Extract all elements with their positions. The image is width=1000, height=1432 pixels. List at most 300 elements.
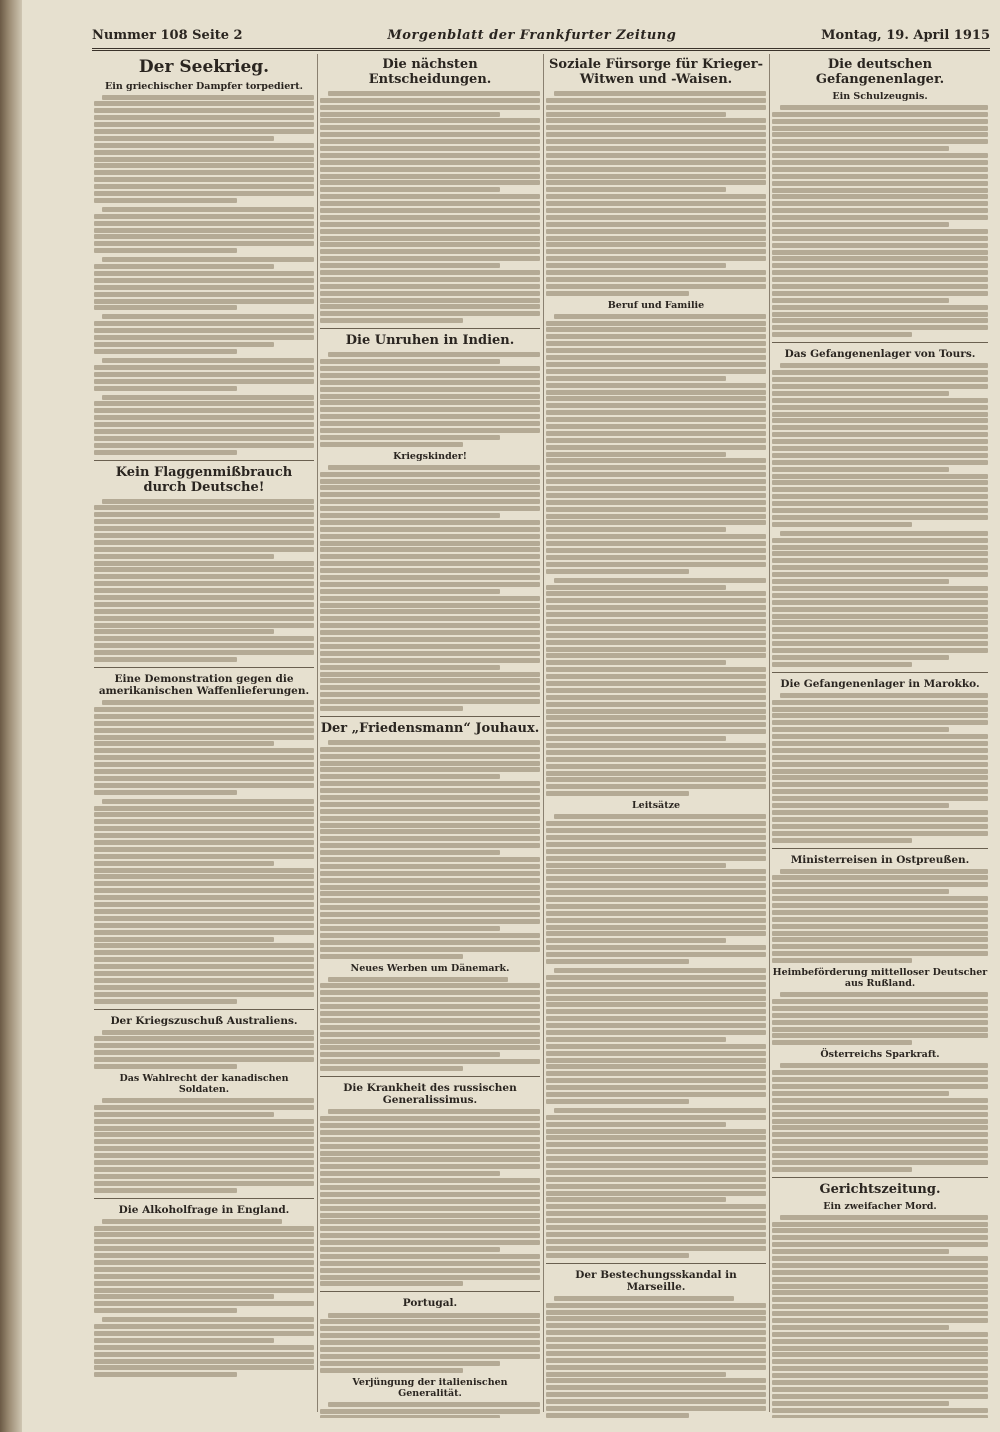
text-line	[772, 1167, 912, 1172]
text-line	[546, 277, 766, 282]
text-line	[546, 1142, 766, 1147]
text-line	[772, 425, 988, 430]
text-line	[546, 321, 766, 326]
text-line	[546, 242, 766, 247]
text-line	[772, 558, 988, 563]
article-paragraph	[546, 1108, 766, 1258]
text-line	[546, 215, 766, 220]
text-line	[320, 394, 540, 399]
text-line	[772, 1339, 988, 1344]
text-line	[546, 1358, 766, 1363]
text-line	[320, 637, 540, 642]
text-line	[320, 139, 540, 144]
text-line	[94, 707, 314, 712]
text-line	[772, 325, 988, 330]
section-rule	[546, 1263, 766, 1264]
text-line	[320, 692, 540, 697]
text-line	[94, 1324, 314, 1329]
text-line	[320, 1144, 540, 1149]
text-line	[320, 616, 540, 621]
text-line	[328, 740, 540, 745]
article-headline: Die Alkoholfrage in England.	[118, 1203, 290, 1216]
text-line	[94, 957, 314, 962]
text-line	[772, 318, 988, 323]
text-line	[320, 905, 540, 910]
text-line	[772, 707, 988, 712]
text-line	[320, 407, 540, 412]
text-line	[320, 1178, 540, 1183]
text-line	[546, 458, 766, 463]
text-line	[772, 572, 988, 577]
text-line	[546, 612, 766, 617]
text-line	[94, 214, 314, 219]
text-line	[320, 125, 540, 130]
text-line	[546, 931, 766, 936]
text-line	[94, 198, 237, 203]
text-line	[546, 355, 766, 360]
text-line	[780, 363, 988, 368]
text-line	[772, 1020, 988, 1025]
article-paragraph	[772, 693, 988, 843]
text-line	[546, 291, 689, 296]
text-line	[320, 201, 540, 206]
text-line	[94, 429, 314, 434]
text-line	[772, 831, 988, 836]
text-line	[546, 1191, 766, 1196]
text-line	[94, 657, 237, 662]
text-line	[320, 311, 540, 316]
text-line	[94, 1057, 314, 1062]
article-paragraph	[772, 1215, 988, 1418]
text-line	[320, 236, 540, 241]
text-line	[102, 1030, 314, 1035]
text-line	[320, 788, 540, 793]
text-line	[94, 422, 314, 427]
text-line	[320, 829, 540, 834]
text-line	[546, 132, 766, 137]
text-line	[772, 727, 949, 732]
article-paragraph	[320, 352, 540, 447]
text-line	[94, 335, 314, 340]
text-line	[546, 153, 766, 158]
text-line	[320, 1206, 540, 1211]
text-line	[546, 270, 766, 275]
text-line	[94, 881, 314, 886]
article-headline: Die Gefangenenlager in Marokko.	[780, 677, 980, 690]
text-line	[772, 1160, 988, 1165]
text-line	[546, 1044, 766, 1049]
text-line	[94, 762, 314, 767]
text-line	[546, 1351, 766, 1356]
text-line	[772, 1242, 988, 1247]
text-line	[94, 902, 314, 907]
newspaper-page	[22, 0, 1000, 1432]
text-line	[546, 959, 689, 964]
text-line	[320, 1213, 540, 1218]
text-line	[772, 999, 988, 1004]
text-line	[94, 1359, 314, 1364]
text-line	[772, 903, 988, 908]
article-headline: Eine Demonstration gegen die amerikanischen Waffenlieferungen.	[98, 672, 310, 698]
text-line	[546, 856, 766, 861]
text-line	[546, 167, 766, 172]
text-line	[546, 105, 766, 110]
text-line	[102, 358, 314, 363]
text-line	[546, 1009, 766, 1014]
section-rule	[94, 460, 314, 461]
text-line	[546, 982, 766, 987]
text-line	[772, 146, 949, 151]
text-line	[94, 741, 274, 746]
column-divider	[317, 54, 318, 1412]
text-line	[320, 1361, 500, 1366]
article-subheading: Verjüngung der italienischen Generalität.	[352, 1376, 508, 1399]
article-headline: Der Bestechungsskandal in Marseille.	[575, 1268, 737, 1293]
text-line	[546, 383, 766, 388]
text-line	[320, 1130, 540, 1135]
text-line	[772, 291, 988, 296]
article-subheading: Ein zweifacher Mord.	[823, 1200, 937, 1212]
text-line	[320, 1226, 540, 1231]
text-line	[546, 863, 726, 868]
text-line	[546, 996, 766, 1001]
text-line	[320, 1354, 540, 1359]
text-line	[320, 359, 500, 364]
text-line	[546, 548, 766, 553]
article-headline: Der Kriegszuschuß Australiens.	[110, 1014, 298, 1027]
text-line	[546, 479, 766, 484]
text-line	[546, 222, 766, 227]
text-line	[546, 98, 766, 103]
text-line	[94, 342, 274, 347]
article-headline: Die Krankheit des russischen Generalissimus.	[343, 1082, 517, 1107]
text-line	[772, 662, 912, 667]
text-line	[546, 1406, 766, 1411]
text-line	[546, 369, 766, 374]
text-line	[772, 153, 988, 158]
text-line	[772, 250, 988, 255]
text-line	[546, 897, 766, 902]
text-line	[772, 467, 949, 472]
text-line	[328, 1109, 540, 1114]
text-line	[546, 585, 726, 590]
text-line	[546, 520, 766, 525]
text-line	[772, 1408, 988, 1413]
text-line	[94, 1181, 314, 1186]
text-line	[94, 1064, 237, 1069]
text-line	[320, 194, 540, 199]
text-line	[94, 581, 314, 586]
text-line	[772, 620, 988, 625]
text-line	[320, 160, 540, 165]
text-line	[94, 1043, 314, 1048]
article-paragraph	[320, 91, 540, 323]
text-line	[772, 1346, 988, 1351]
text-line	[554, 578, 766, 583]
text-line	[320, 208, 540, 213]
text-line	[94, 505, 314, 510]
text-line	[546, 849, 766, 854]
section-rule	[772, 848, 988, 849]
section-rule	[320, 1076, 540, 1077]
text-line	[772, 931, 988, 936]
text-line	[320, 761, 540, 766]
text-line	[546, 174, 766, 179]
text-line	[94, 1267, 314, 1272]
text-line	[320, 1340, 540, 1345]
text-line	[546, 348, 766, 353]
text-line	[546, 327, 766, 332]
text-line	[94, 755, 314, 760]
text-line	[546, 743, 766, 748]
text-line	[772, 229, 988, 234]
text-line	[772, 236, 988, 241]
text-line	[546, 424, 766, 429]
section-rule	[320, 716, 540, 717]
text-line	[320, 256, 540, 261]
text-line	[94, 888, 314, 893]
text-line	[772, 332, 912, 337]
text-line	[94, 328, 314, 333]
text-line	[94, 108, 314, 113]
text-line	[94, 937, 274, 942]
text-line	[546, 722, 766, 727]
text-line	[772, 1394, 988, 1399]
article-paragraph	[772, 363, 988, 526]
text-line	[94, 129, 314, 134]
text-line	[320, 541, 540, 546]
text-line	[320, 1233, 540, 1238]
text-line	[554, 1108, 766, 1113]
text-line	[546, 1170, 766, 1175]
text-line	[320, 997, 540, 1002]
text-line	[94, 292, 314, 297]
text-line	[546, 390, 766, 395]
text-line	[320, 699, 540, 704]
text-line	[546, 695, 766, 700]
text-line	[94, 228, 314, 233]
text-line	[320, 919, 540, 924]
text-line	[320, 898, 540, 903]
text-line	[94, 184, 314, 189]
text-line	[772, 270, 988, 275]
text-line	[94, 623, 314, 628]
text-line	[772, 1112, 988, 1117]
text-line	[94, 1112, 274, 1117]
text-line	[94, 122, 314, 127]
text-line	[772, 305, 988, 310]
text-line	[320, 547, 540, 552]
text-line	[320, 105, 540, 110]
text-line	[320, 472, 540, 477]
text-line	[546, 1115, 766, 1120]
text-line	[320, 414, 540, 419]
text-line	[102, 1098, 314, 1103]
text-line	[772, 782, 988, 787]
paper-name: Morgenblatt der Frankfurter Zeitung	[387, 27, 677, 43]
text-line	[320, 983, 540, 988]
text-line	[320, 623, 540, 628]
text-line	[780, 992, 988, 997]
text-line	[772, 1277, 988, 1282]
text-line	[772, 600, 988, 605]
text-line	[772, 432, 988, 437]
text-line	[320, 747, 540, 752]
text-line	[772, 188, 988, 193]
text-line	[546, 771, 766, 776]
text-line	[320, 1059, 540, 1064]
text-line	[94, 1050, 314, 1055]
article-paragraph	[546, 314, 766, 574]
text-line	[772, 951, 988, 956]
text-line	[320, 1240, 540, 1245]
article-headline: Die deutschen Gefangenenlager.	[815, 57, 945, 87]
text-line	[320, 1347, 540, 1352]
section-rule	[772, 342, 988, 343]
text-line	[546, 757, 766, 762]
text-line	[320, 891, 540, 896]
text-line	[772, 538, 988, 543]
text-line	[772, 398, 988, 403]
text-line	[772, 1401, 949, 1406]
text-line	[94, 554, 274, 559]
text-line	[320, 118, 540, 123]
text-line	[772, 1040, 912, 1045]
article-paragraph	[546, 814, 766, 964]
text-line	[546, 431, 766, 436]
text-line	[94, 1119, 314, 1124]
text-line	[94, 874, 314, 879]
text-line	[546, 736, 726, 741]
text-line	[546, 376, 726, 381]
text-line	[102, 207, 314, 212]
text-line	[320, 284, 540, 289]
text-line	[94, 278, 314, 283]
text-line	[772, 167, 988, 172]
article-paragraph	[772, 531, 988, 667]
text-line	[94, 512, 314, 517]
text-line	[320, 885, 540, 890]
text-line	[320, 174, 540, 179]
section-rule	[94, 1198, 314, 1199]
text-line	[320, 428, 540, 433]
text-line	[94, 401, 314, 406]
text-line	[772, 748, 988, 753]
text-line	[94, 854, 314, 859]
text-line	[772, 1125, 988, 1130]
text-line	[772, 1332, 988, 1337]
text-line	[772, 700, 988, 705]
text-line	[320, 1199, 540, 1204]
text-line	[94, 916, 314, 921]
text-line	[320, 1157, 540, 1162]
text-line	[546, 702, 766, 707]
text-line	[772, 1290, 988, 1295]
text-line	[546, 647, 766, 652]
text-line	[772, 1222, 988, 1227]
text-line	[102, 799, 314, 804]
text-line	[772, 1387, 988, 1392]
article-paragraph	[772, 992, 988, 1045]
text-line	[94, 840, 314, 845]
text-line	[320, 912, 540, 917]
text-line	[94, 790, 237, 795]
text-line	[320, 575, 540, 580]
text-line	[546, 1177, 766, 1182]
text-line	[320, 112, 500, 117]
text-line	[320, 1018, 540, 1023]
text-line	[320, 582, 540, 587]
column-3	[546, 54, 766, 1418]
text-line	[772, 824, 988, 829]
book-spine	[0, 0, 22, 1432]
text-line	[94, 1232, 314, 1237]
text-line	[780, 105, 988, 110]
text-line	[94, 450, 237, 455]
text-line	[772, 593, 988, 598]
article-paragraph	[94, 314, 314, 353]
text-line	[320, 878, 540, 883]
text-line	[772, 1373, 988, 1378]
text-line	[546, 341, 766, 346]
text-line	[94, 379, 314, 384]
column-divider	[543, 54, 544, 1412]
text-line	[320, 850, 500, 855]
text-line	[546, 619, 766, 624]
issue-number: Nummer 108 Seite 2	[92, 27, 243, 43]
text-line	[772, 1027, 988, 1032]
text-line	[546, 1399, 766, 1404]
text-line	[772, 515, 988, 520]
text-line	[772, 551, 988, 556]
text-line	[320, 435, 500, 440]
section-rule	[772, 1177, 988, 1178]
text-line	[780, 869, 988, 874]
text-line	[320, 1011, 540, 1016]
text-line	[772, 775, 988, 780]
text-line	[546, 541, 766, 546]
text-line	[772, 1091, 949, 1096]
text-line	[772, 119, 988, 124]
article-paragraph	[94, 257, 314, 310]
text-line	[94, 1260, 314, 1265]
text-line	[320, 802, 540, 807]
article-headline: Der „Friedensmann“ Jouhaux.	[320, 720, 540, 736]
article-paragraph	[320, 465, 540, 711]
text-line	[772, 1013, 988, 1018]
text-line	[772, 896, 988, 901]
text-line	[780, 1063, 988, 1068]
text-line	[94, 349, 237, 354]
issue-date: Montag, 19. April 1915	[821, 27, 990, 43]
article-subheading: Ein Schulzeugnis.	[832, 90, 928, 102]
article-paragraph	[546, 1296, 766, 1418]
text-line	[320, 871, 540, 876]
text-line	[320, 1275, 540, 1280]
text-line	[772, 139, 988, 144]
column-4	[772, 54, 988, 1418]
text-line	[94, 526, 314, 531]
text-line	[320, 479, 540, 484]
text-line	[546, 1184, 766, 1189]
text-line	[320, 630, 540, 635]
text-line	[546, 938, 726, 943]
text-line	[94, 408, 314, 413]
text-line	[102, 395, 314, 400]
text-line	[546, 445, 766, 450]
text-line	[546, 1372, 726, 1377]
text-line	[546, 1023, 766, 1028]
